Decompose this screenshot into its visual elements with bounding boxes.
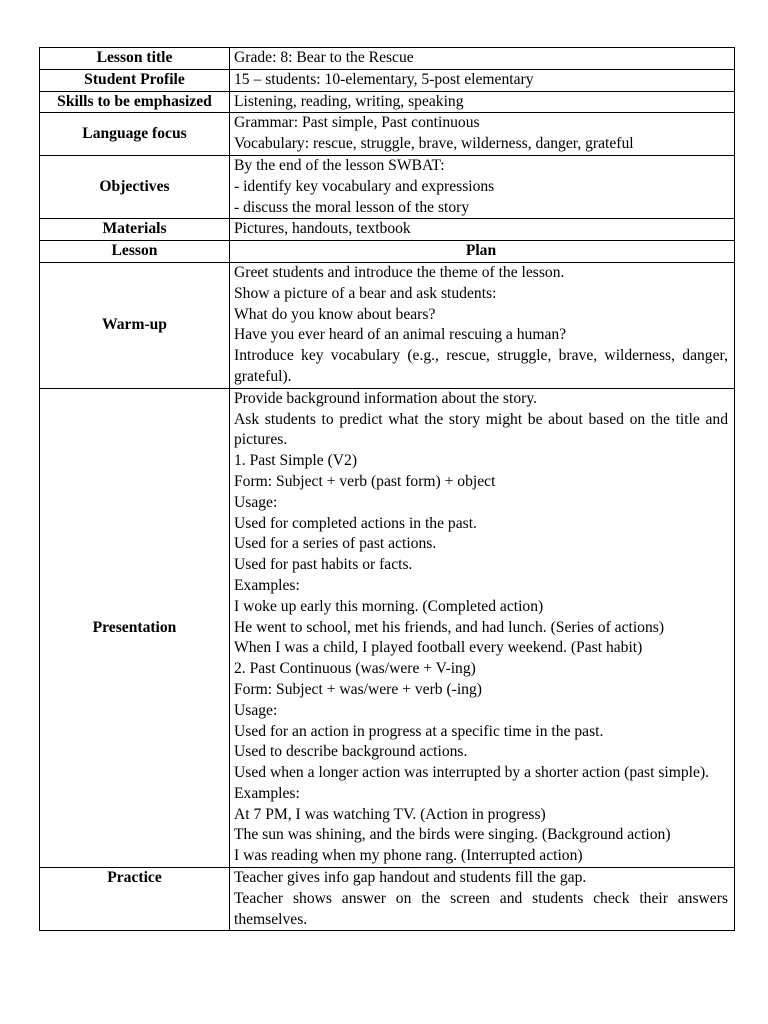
label-practice: Practice <box>40 868 230 931</box>
label-student-profile: Student Profile <box>40 69 230 91</box>
label-presentation: Presentation <box>40 388 230 867</box>
text-line: Grammar: Past simple, Past continuous <box>234 114 480 132</box>
text-line: Form: Subject + verb (past form) + object <box>234 472 496 490</box>
text-line: By the end of the lesson SWBAT: <box>234 156 445 174</box>
value-student-profile: 15 – students: 10-elementary, 5-post elementary <box>230 69 735 91</box>
value-language-focus <box>230 113 735 156</box>
row-skills <box>40 91 735 113</box>
row-warm-up <box>40 262 735 388</box>
value-objectives <box>230 155 735 218</box>
row-lesson-header <box>40 241 735 263</box>
text-line: Provide background information about the story. <box>234 389 538 407</box>
text-line: Usage: <box>234 493 278 511</box>
label-materials: Materials <box>40 219 230 241</box>
header-plan: Plan <box>230 241 735 263</box>
text-line: Introduce key vocabulary (e.g., rescue, struggle, brave, wilderness, danger, grateful). <box>234 347 728 385</box>
text-line: Usage: <box>234 701 278 719</box>
header-lesson: Lesson <box>40 241 230 263</box>
text-line: Vocabulary: rescue, struggle, brave, wilderness, danger, grateful <box>234 135 634 153</box>
lesson-plan-table <box>39 47 735 931</box>
text-line: Teacher gives info gap handout and students fill the gap. <box>234 869 587 887</box>
text-line: Used to describe background actions. <box>234 743 468 761</box>
label-lesson-title: Lesson title <box>40 48 230 70</box>
value-skills: Listening, reading, writing, speaking <box>230 91 735 113</box>
row-language-focus <box>40 113 735 156</box>
text-line: Teacher shows answer on the screen and students check their answers themselves. <box>234 889 728 928</box>
label-skills: Skills to be emphasized <box>40 91 230 113</box>
text-line: When I was a child, I played football every weekend. (Past habit) <box>234 639 643 657</box>
text-line: At 7 PM, I was watching TV. (Action in progress) <box>234 805 546 823</box>
row-presentation <box>40 388 735 867</box>
text-line: 2. Past Continuous (was/were + V-ing) <box>234 660 476 678</box>
row-objectives <box>40 155 735 218</box>
text-line: Used when a longer action was interrupted by a shorter action (past simple). <box>234 764 710 782</box>
label-language-focus: Language focus <box>40 113 230 156</box>
text-line: I woke up early this morning. (Completed action) <box>234 597 544 615</box>
text-line: He went to school, met his friends, and had lunch. (Series of actions) <box>234 618 665 636</box>
text-line: Used for an action in progress at a specific time in the past. <box>234 722 604 740</box>
text-line: Greet students and introduce the theme of the lesson. <box>234 263 565 281</box>
text-line: 1. Past Simple (V2) <box>234 452 358 470</box>
value-warm-up <box>230 262 735 388</box>
text-line: I was reading when my phone rang. (Interrupted action) <box>234 847 583 865</box>
value-lesson-title: Grade: 8: Bear to the Rescue <box>230 48 735 70</box>
text-line: Ask students to predict what the story might be about based on the title and pictures. <box>234 410 728 449</box>
row-practice <box>40 868 735 931</box>
text-line: Used for past habits or facts. <box>234 556 413 574</box>
text-line: Show a picture of a bear and ask students: <box>234 284 497 302</box>
text-line: Have you ever heard of an animal rescuing a human? <box>234 326 567 344</box>
row-materials <box>40 219 735 241</box>
text-line: Form: Subject + was/were + verb (-ing) <box>234 680 482 698</box>
label-objectives: Objectives <box>40 155 230 218</box>
value-presentation <box>230 388 735 867</box>
text-line: Used for completed actions in the past. <box>234 514 477 532</box>
value-materials: Pictures, handouts, textbook <box>230 219 735 241</box>
label-warm-up: Warm-up <box>40 262 230 388</box>
text-line: - discuss the moral lesson of the story <box>234 198 470 216</box>
text-line: Used for a series of past actions. <box>234 535 437 553</box>
text-line: Examples: <box>234 576 300 594</box>
text-line: - identify key vocabulary and expressions <box>234 177 495 195</box>
row-student-profile <box>40 69 735 91</box>
row-lesson-title <box>40 48 735 70</box>
text-line: The sun was shining, and the birds were singing. (Background action) <box>234 826 671 844</box>
text-line: What do you know about bears? <box>234 305 436 323</box>
text-line: Examples: <box>234 784 300 802</box>
value-practice <box>230 868 735 931</box>
